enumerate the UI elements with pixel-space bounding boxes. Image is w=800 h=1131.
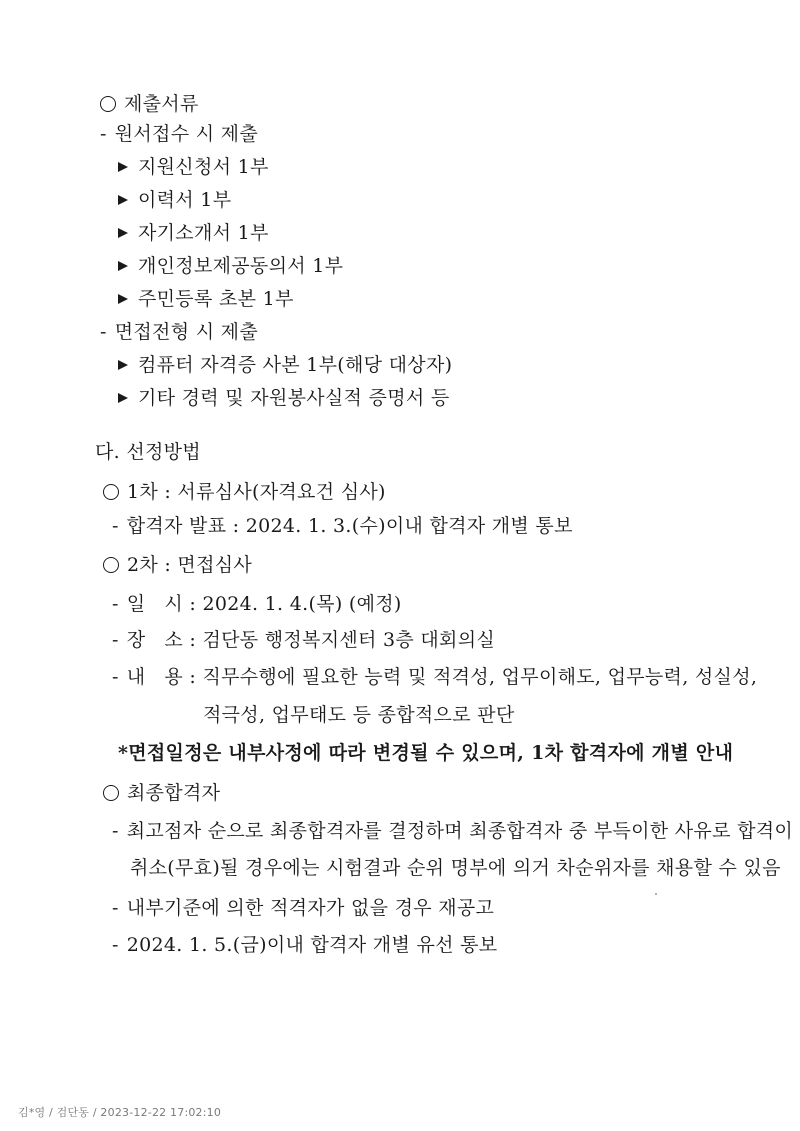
triangle-bullet-icon bbox=[118, 261, 128, 271]
final-item-1-continued: 취소(무효)될 경우에는 시험결과 순위 명부에 의거 차순위자를 채용할 수 있음 bbox=[130, 857, 781, 879]
list-item bbox=[118, 155, 269, 179]
triangle-bullet-icon bbox=[118, 360, 128, 370]
list-item-text: 자기소개서 1부 bbox=[138, 222, 269, 244]
list-item-text: 이력서 1부 bbox=[138, 189, 232, 211]
triangle-bullet-icon bbox=[118, 393, 128, 403]
final-item-3-text: 2024. 1. 5.(금)이내 합격자 개별 유선 통보 bbox=[126, 934, 498, 956]
round2-content-continued: 적극성, 업무태도 등 종합적으로 판단 bbox=[203, 704, 515, 726]
round1-heading-text: 1차 : 서류심사(자격요건 심사) bbox=[127, 481, 386, 503]
list-item bbox=[118, 353, 452, 377]
circle-bullet-icon bbox=[103, 557, 119, 573]
scan-speck bbox=[655, 893, 657, 895]
interview-stage-title bbox=[100, 320, 258, 344]
round1-heading bbox=[103, 480, 386, 504]
documents-heading-text: 제출서류 bbox=[124, 93, 199, 115]
list-item-text: 지원신청서 1부 bbox=[138, 156, 269, 178]
final-item-2 bbox=[112, 896, 494, 920]
dash-bullet: - bbox=[100, 321, 107, 343]
triangle-bullet-icon bbox=[118, 195, 128, 205]
triangle-bullet-icon bbox=[118, 294, 128, 304]
circle-bullet-icon bbox=[103, 785, 119, 801]
list-item-text: 컴퓨터 자격증 사본 1부(해당 대상자) bbox=[138, 354, 453, 376]
final-item-1 bbox=[112, 819, 793, 843]
application-stage-title bbox=[100, 122, 258, 146]
final-item-2-text: 내부기준에 의한 적격자가 없을 경우 재공고 bbox=[126, 897, 495, 919]
dash-bullet: - bbox=[112, 934, 119, 956]
final-heading-text: 최종합격자 bbox=[127, 782, 221, 804]
final-heading bbox=[103, 781, 220, 805]
list-item bbox=[118, 188, 231, 212]
triangle-bullet-icon bbox=[118, 162, 128, 172]
list-item bbox=[118, 221, 269, 245]
final-item-3 bbox=[112, 933, 497, 957]
dash-bullet: - bbox=[112, 897, 119, 919]
triangle-bullet-icon bbox=[118, 228, 128, 238]
dash-bullet: - bbox=[100, 123, 107, 145]
section-title: 다. 선정방법 bbox=[95, 441, 201, 463]
application-stage-title-text: 원서접수 시 제출 bbox=[114, 123, 258, 145]
interview-schedule-note: *면접일정은 내부사정에 따라 변경될 수 있으며, 1차 합격자에 개별 안내 bbox=[118, 742, 734, 764]
round2-date-text: 일 시 : 2024. 1. 4.(목) (예정) bbox=[126, 593, 402, 615]
circle-bullet-icon bbox=[100, 96, 116, 112]
footer-stamp: 김*영 / 검단동 / 2023-12-22 17:02:10 bbox=[18, 1106, 222, 1119]
interview-stage-title-text: 면접전형 시 제출 bbox=[114, 321, 258, 343]
final-item-1-text: 최고점자 순으로 최종합격자를 결정하며 최종합격자 중 부득이한 사유로 합격이 bbox=[126, 820, 794, 842]
round2-place-text: 장 소 : 검단동 행정복지센터 3층 대회의실 bbox=[126, 629, 496, 651]
list-item bbox=[118, 386, 450, 410]
round2-content-text: 내 용 : 직무수행에 필요한 능력 및 적격성, 업무이해도, 업무능력, 성실성, bbox=[126, 666, 758, 688]
dash-bullet: - bbox=[112, 820, 119, 842]
list-item-text: 기타 경력 및 자원봉사실적 증명서 등 bbox=[138, 387, 450, 409]
list-item bbox=[118, 287, 294, 311]
list-item-text: 주민등록 초본 1부 bbox=[138, 288, 294, 310]
dash-bullet: - bbox=[112, 515, 119, 537]
dash-bullet: - bbox=[112, 666, 119, 688]
round2-place bbox=[112, 628, 495, 652]
dash-bullet: - bbox=[112, 629, 119, 651]
list-item-text: 개인정보제공동의서 1부 bbox=[138, 255, 344, 277]
round2-heading-text: 2차 : 면접심사 bbox=[127, 554, 253, 576]
circle-bullet-icon bbox=[103, 484, 119, 500]
list-item bbox=[118, 254, 343, 278]
round2-content bbox=[112, 665, 757, 689]
round2-heading bbox=[103, 553, 252, 577]
round1-detail bbox=[112, 514, 573, 538]
dash-bullet: - bbox=[112, 593, 119, 615]
round2-date bbox=[112, 592, 402, 616]
round1-detail-text: 합격자 발표 : 2024. 1. 3.(수)이내 합격자 개별 통보 bbox=[126, 515, 573, 537]
documents-heading bbox=[100, 92, 199, 116]
